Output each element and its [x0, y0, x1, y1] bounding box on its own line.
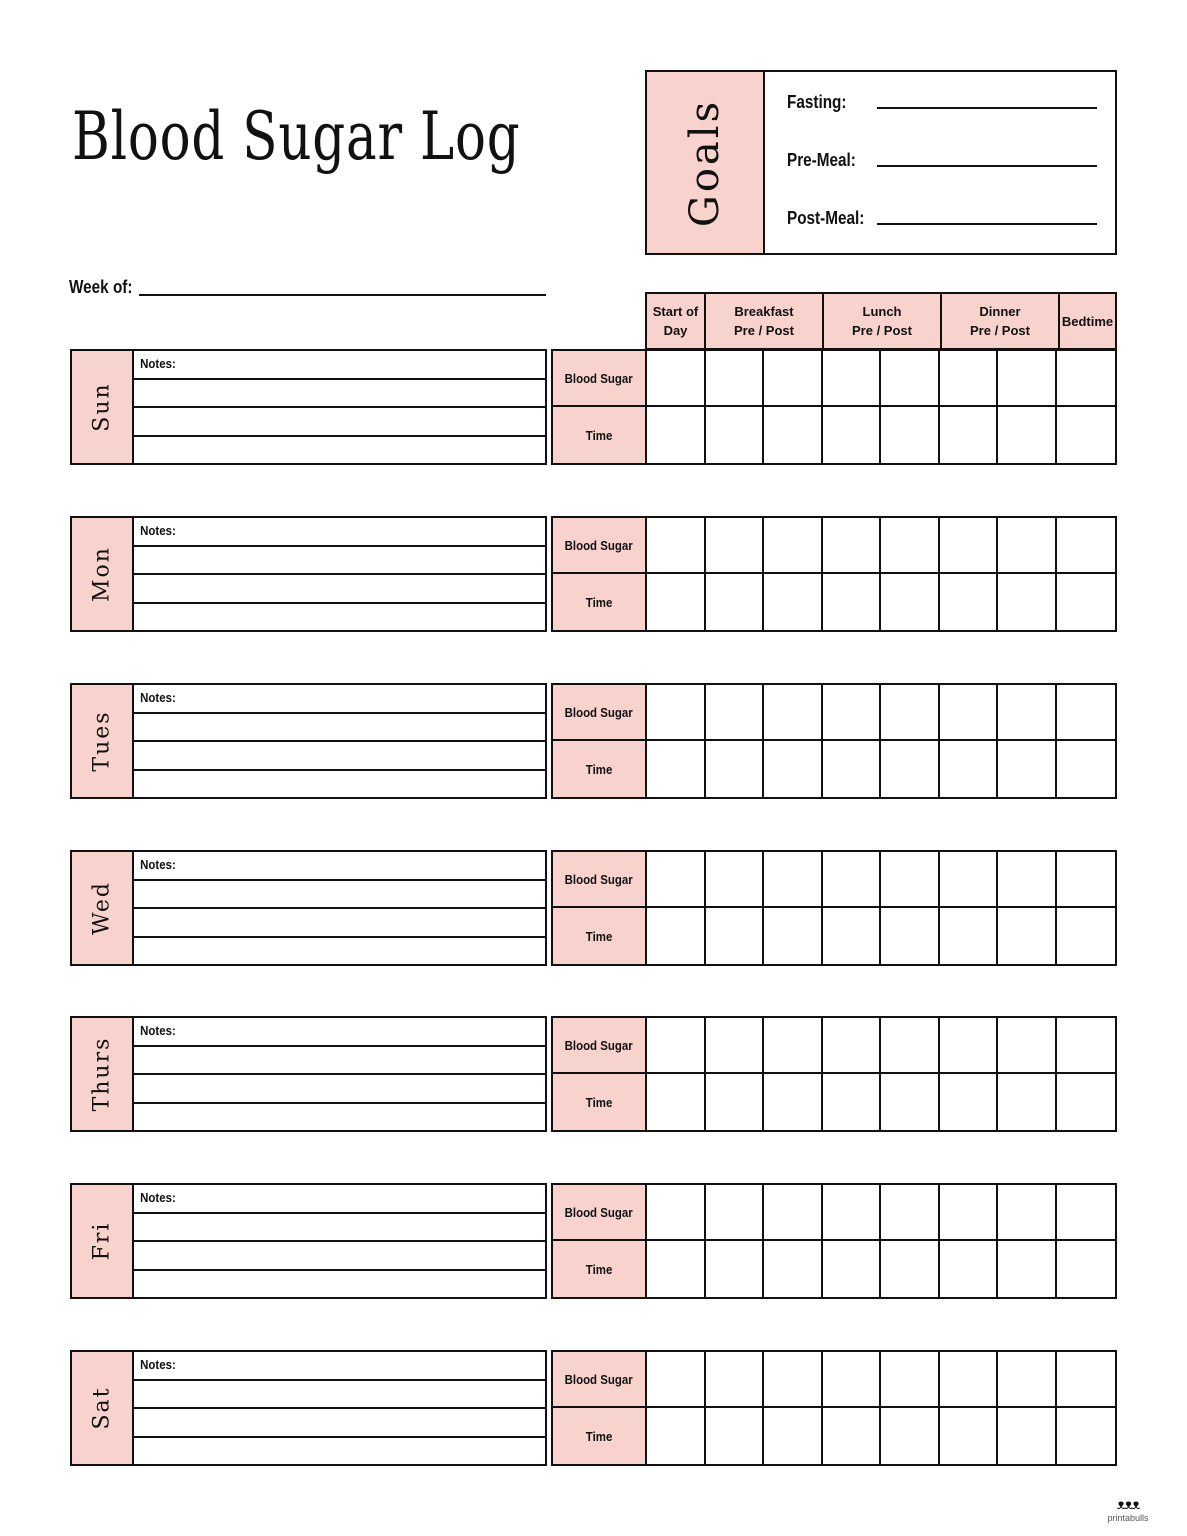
reading-cell[interactable]: [940, 1408, 999, 1464]
reading-grid: [551, 1350, 1117, 1466]
reading-cell[interactable]: [647, 908, 706, 964]
row-label-text: Time: [585, 594, 613, 610]
day-block-wed: [70, 850, 1117, 966]
notes-label: Notes:: [140, 1190, 176, 1205]
row-label: [553, 351, 647, 407]
reading-cell[interactable]: [881, 574, 940, 630]
row-label: [553, 1185, 647, 1241]
row-label: [553, 518, 647, 574]
row-label-text: Time: [585, 427, 613, 443]
goals-tab-label: Goals: [682, 98, 728, 227]
reading-cell[interactable]: [940, 351, 999, 407]
reading-cell[interactable]: [823, 407, 882, 463]
row-label-text: Time: [585, 761, 613, 777]
row-label: [553, 908, 647, 964]
day-label: Thurs: [89, 1036, 115, 1112]
notes-line[interactable]: [134, 685, 545, 714]
goal-fasting[interactable]: [787, 92, 1097, 113]
row-label-text: Time: [585, 1094, 613, 1110]
notes-lines[interactable]: [134, 852, 545, 964]
goal-post-meal-label: Post-Meal:: [787, 208, 865, 228]
reading-cell[interactable]: [940, 574, 999, 630]
notes-line[interactable]: [134, 852, 545, 881]
day-tab: [72, 518, 134, 630]
reading-cell[interactable]: [647, 741, 706, 797]
reading-cell[interactable]: [823, 1074, 882, 1130]
notes-box: [70, 683, 547, 799]
day-tab: [72, 1185, 134, 1297]
reading-cell[interactable]: [764, 1408, 823, 1464]
reading-cell[interactable]: [706, 685, 765, 741]
week-of-line[interactable]: [139, 294, 546, 296]
notes-line[interactable]: [134, 1352, 545, 1381]
notes-line[interactable]: [134, 575, 545, 604]
reading-cell[interactable]: [881, 852, 940, 908]
reading-grid: [551, 1016, 1117, 1132]
reading-cell[interactable]: [764, 908, 823, 964]
reading-cell[interactable]: [940, 1241, 999, 1297]
col-breakfast: Breakfast Pre / Post: [706, 294, 824, 348]
reading-cell[interactable]: [706, 1018, 765, 1074]
reading-cell[interactable]: [706, 908, 765, 964]
notes-box: [70, 850, 547, 966]
reading-cell[interactable]: [706, 574, 765, 630]
reading-cell[interactable]: [764, 1241, 823, 1297]
reading-cell[interactable]: [881, 685, 940, 741]
reading-cell[interactable]: [940, 1352, 999, 1408]
notes-line[interactable]: [134, 1214, 545, 1243]
reading-cell[interactable]: [998, 852, 1057, 908]
reading-cell[interactable]: [881, 908, 940, 964]
reading-cell[interactable]: [706, 1408, 765, 1464]
reading-cell[interactable]: [881, 518, 940, 574]
reading-cell[interactable]: [647, 1241, 706, 1297]
row-label: [553, 685, 647, 741]
reading-cell[interactable]: [998, 351, 1057, 407]
notes-line[interactable]: [134, 771, 545, 798]
reading-cell[interactable]: [764, 1074, 823, 1130]
reading-cell[interactable]: [764, 1352, 823, 1408]
goal-fasting-line[interactable]: [877, 107, 1097, 109]
goal-post-meal[interactable]: [787, 208, 1097, 229]
reading-cell[interactable]: [881, 1352, 940, 1408]
reading-cell[interactable]: [881, 1408, 940, 1464]
reading-cell[interactable]: [998, 1018, 1057, 1074]
notes-line[interactable]: [134, 909, 545, 938]
reading-cell[interactable]: [881, 407, 940, 463]
notes-label: Notes:: [140, 356, 176, 371]
notes-line[interactable]: [134, 938, 545, 965]
reading-cell[interactable]: [940, 741, 999, 797]
reading-cell[interactable]: [647, 1185, 706, 1241]
day-tab: [72, 351, 134, 463]
col-bedtime: Bedtime: [1061, 313, 1114, 329]
reading-cell[interactable]: [940, 518, 999, 574]
notes-lines[interactable]: [134, 1018, 545, 1130]
row-label: [553, 852, 647, 908]
notes-line[interactable]: [134, 604, 545, 631]
row-label: [553, 1408, 647, 1464]
reading-cell[interactable]: [764, 741, 823, 797]
reading-cell[interactable]: [881, 1018, 940, 1074]
reading-cell[interactable]: [881, 1185, 940, 1241]
row-label-text: Time: [585, 1428, 613, 1444]
reading-cell[interactable]: [647, 1074, 706, 1130]
reading-cell[interactable]: [998, 1408, 1057, 1464]
reading-cell[interactable]: [940, 407, 999, 463]
row-label-text: Blood Sugar: [564, 537, 634, 553]
notes-label: Notes:: [140, 523, 176, 538]
notes-line[interactable]: [134, 1075, 545, 1104]
printabulls-logo: [1098, 1496, 1158, 1530]
reading-cell[interactable]: [940, 908, 999, 964]
day-block-thurs: [70, 1016, 1117, 1132]
reading-cell[interactable]: [998, 1074, 1057, 1130]
reading-grid: [551, 1183, 1117, 1299]
notes-box: [70, 1016, 547, 1132]
reading-cell[interactable]: [1057, 1018, 1116, 1074]
reading-cell[interactable]: [823, 1018, 882, 1074]
reading-cell[interactable]: [998, 908, 1057, 964]
reading-cell[interactable]: [823, 908, 882, 964]
reading-cell[interactable]: [647, 518, 706, 574]
notes-line[interactable]: [134, 1104, 545, 1131]
reading-cell[interactable]: [764, 1018, 823, 1074]
reading-cell[interactable]: [1057, 1241, 1116, 1297]
reading-cell[interactable]: [1057, 741, 1116, 797]
notes-label: Notes:: [140, 1023, 176, 1038]
day-block-sun: [70, 349, 1117, 465]
reading-cell[interactable]: [823, 574, 882, 630]
notes-line[interactable]: [134, 1271, 545, 1298]
reading-cell[interactable]: [881, 1074, 940, 1130]
reading-cell[interactable]: [764, 685, 823, 741]
reading-cell[interactable]: [823, 741, 882, 797]
reading-cell[interactable]: [1057, 908, 1116, 964]
notes-line[interactable]: [134, 437, 545, 464]
reading-cell[interactable]: [764, 574, 823, 630]
reading-cell[interactable]: [998, 407, 1057, 463]
reading-cell[interactable]: [823, 1185, 882, 1241]
day-label: Mon: [89, 546, 115, 602]
reading-cell[interactable]: [940, 685, 999, 741]
reading-cell[interactable]: [1057, 407, 1116, 463]
row-label: [553, 741, 647, 797]
reading-cell[interactable]: [998, 1185, 1057, 1241]
reading-cell[interactable]: [647, 351, 706, 407]
notes-line[interactable]: [134, 1018, 545, 1047]
row-label-text: Blood Sugar: [564, 1371, 634, 1387]
reading-cell[interactable]: [706, 1074, 765, 1130]
day-block-sat: [70, 1350, 1117, 1466]
row-label: [553, 1018, 647, 1074]
reading-cell[interactable]: [764, 852, 823, 908]
notes-label: Notes:: [140, 690, 176, 705]
row-label-text: Time: [585, 928, 613, 944]
column-header: [645, 292, 1117, 350]
reading-cell[interactable]: [706, 518, 765, 574]
day-label: Sat: [89, 1386, 115, 1430]
reading-cell[interactable]: [706, 351, 765, 407]
row-label-text: Blood Sugar: [564, 871, 634, 887]
reading-cell[interactable]: [764, 518, 823, 574]
reading-cell[interactable]: [706, 407, 765, 463]
day-block-mon: [70, 516, 1117, 632]
goals-fields: [765, 72, 1115, 253]
reading-cell[interactable]: [823, 1408, 882, 1464]
col-start-of-day: Start of Day: [647, 294, 706, 348]
goal-pre-meal-label: Pre-Meal:: [787, 150, 856, 170]
notes-box: [70, 1350, 547, 1466]
goals-tab: [647, 72, 765, 253]
reading-cell[interactable]: [1057, 351, 1116, 407]
day-label: Wed: [89, 881, 115, 935]
row-label-text: Blood Sugar: [564, 704, 634, 720]
reading-cell[interactable]: [1057, 1074, 1116, 1130]
reading-cell[interactable]: [706, 1241, 765, 1297]
reading-cell[interactable]: [647, 852, 706, 908]
notes-line[interactable]: [134, 351, 545, 380]
reading-grid: [551, 516, 1117, 632]
goal-pre-meal[interactable]: [787, 150, 1097, 171]
day-label: Fri: [89, 1221, 115, 1261]
row-label-text: Time: [585, 1261, 613, 1277]
notes-label: Notes:: [140, 1357, 176, 1372]
reading-cell[interactable]: [998, 1352, 1057, 1408]
day-tab: [72, 852, 134, 964]
row-label: [553, 574, 647, 630]
goal-fasting-label: Fasting:: [787, 92, 847, 112]
logo-text: printabulls: [1107, 1513, 1149, 1523]
reading-cell[interactable]: [764, 351, 823, 407]
row-label-text: Blood Sugar: [564, 370, 634, 386]
reading-cell[interactable]: [1057, 1408, 1116, 1464]
notes-line[interactable]: [134, 547, 545, 576]
day-label: Tues: [89, 710, 115, 772]
notes-line[interactable]: [134, 1047, 545, 1076]
reading-cell[interactable]: [647, 1408, 706, 1464]
notes-lines[interactable]: [134, 685, 545, 797]
notes-box: [70, 1183, 547, 1299]
reading-cell[interactable]: [998, 741, 1057, 797]
row-label-text: Blood Sugar: [564, 1037, 634, 1053]
reading-cell[interactable]: [647, 1352, 706, 1408]
reading-cell[interactable]: [998, 1241, 1057, 1297]
reading-cell[interactable]: [998, 685, 1057, 741]
reading-cell[interactable]: [706, 852, 765, 908]
reading-cell[interactable]: [647, 685, 706, 741]
reading-cell[interactable]: [998, 574, 1057, 630]
reading-cell[interactable]: [647, 574, 706, 630]
reading-cell[interactable]: [940, 852, 999, 908]
col-dinner: Dinner Pre / Post: [942, 294, 1060, 348]
row-label-text: Blood Sugar: [564, 1204, 634, 1220]
reading-grid: [551, 683, 1117, 799]
day-tab: [72, 1018, 134, 1130]
reading-cell[interactable]: [940, 1074, 999, 1130]
day-label: Sun: [89, 382, 115, 432]
reading-grid: [551, 349, 1117, 465]
notes-line[interactable]: [134, 881, 545, 910]
reading-cell[interactable]: [823, 351, 882, 407]
reading-cell[interactable]: [647, 1018, 706, 1074]
notes-line[interactable]: [134, 518, 545, 547]
reading-cell[interactable]: [881, 741, 940, 797]
reading-cell[interactable]: [1057, 518, 1116, 574]
reading-cell[interactable]: [823, 1352, 882, 1408]
day-tab: [72, 1352, 134, 1464]
row-label: [553, 1074, 647, 1130]
reading-cell[interactable]: [706, 741, 765, 797]
day-block-fri: [70, 1183, 1117, 1299]
reading-cell[interactable]: [706, 1352, 765, 1408]
notes-box: [70, 516, 547, 632]
week-of-label: Week of:: [69, 277, 133, 297]
week-of-field[interactable]: [69, 277, 546, 298]
notes-line[interactable]: [134, 742, 545, 771]
reading-cell[interactable]: [823, 685, 882, 741]
reading-cell[interactable]: [823, 1241, 882, 1297]
notes-box: [70, 349, 547, 465]
logo-mark-icon: ᴥᴥᴥ: [1116, 1496, 1140, 1512]
day-tab: [72, 685, 134, 797]
reading-cell[interactable]: [1057, 1352, 1116, 1408]
notes-line[interactable]: [134, 1242, 545, 1271]
notes-line[interactable]: [134, 380, 545, 409]
reading-cell[interactable]: [881, 351, 940, 407]
notes-lines[interactable]: [134, 518, 545, 630]
reading-cell[interactable]: [823, 518, 882, 574]
reading-cell[interactable]: [881, 1241, 940, 1297]
reading-cell[interactable]: [1057, 1185, 1116, 1241]
reading-cell[interactable]: [940, 1185, 999, 1241]
notes-line[interactable]: [134, 1409, 545, 1438]
reading-cell[interactable]: [823, 852, 882, 908]
page-title: Blood Sugar Log: [72, 98, 521, 175]
goal-pre-meal-line[interactable]: [877, 165, 1097, 167]
reading-cell[interactable]: [1057, 574, 1116, 630]
reading-cell[interactable]: [706, 1185, 765, 1241]
notes-lines[interactable]: [134, 1352, 545, 1464]
notes-line[interactable]: [134, 1185, 545, 1214]
row-label: [553, 1352, 647, 1408]
day-block-tues: [70, 683, 1117, 799]
reading-cell[interactable]: [1057, 685, 1116, 741]
notes-lines[interactable]: [134, 1185, 545, 1297]
goals-box: [645, 70, 1117, 255]
reading-cell[interactable]: [764, 1185, 823, 1241]
notes-line[interactable]: [134, 1438, 545, 1465]
goal-post-meal-line[interactable]: [877, 223, 1097, 225]
reading-cell[interactable]: [1057, 852, 1116, 908]
row-label: [553, 407, 647, 463]
reading-cell[interactable]: [940, 1018, 999, 1074]
notes-line[interactable]: [134, 408, 545, 437]
notes-line[interactable]: [134, 714, 545, 743]
reading-cell[interactable]: [647, 407, 706, 463]
notes-lines[interactable]: [134, 351, 545, 463]
reading-grid: [551, 850, 1117, 966]
row-label: [553, 1241, 647, 1297]
col-lunch: Lunch Pre / Post: [824, 294, 942, 348]
reading-cell[interactable]: [998, 518, 1057, 574]
notes-label: Notes:: [140, 857, 176, 872]
reading-cell[interactable]: [764, 407, 823, 463]
notes-line[interactable]: [134, 1381, 545, 1410]
